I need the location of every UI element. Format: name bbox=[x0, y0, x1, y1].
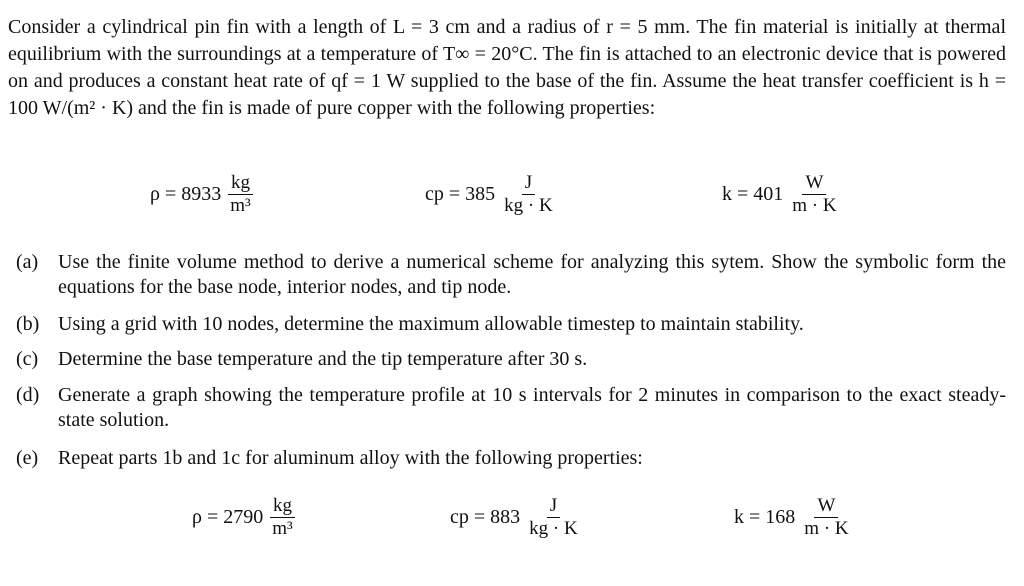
unit-numerator: W bbox=[802, 172, 826, 195]
copper-k-label: k = 401 bbox=[722, 183, 784, 205]
aluminum-cp-unit bbox=[526, 495, 581, 540]
copper-specific-heat bbox=[425, 172, 556, 217]
aluminum-density-unit bbox=[269, 495, 295, 540]
copper-density-unit bbox=[227, 172, 253, 217]
copper-conductivity bbox=[722, 172, 840, 217]
part-text: Repeat parts 1b and 1c for aluminum alloy with the following properties: bbox=[58, 447, 643, 469]
part-e bbox=[16, 446, 1006, 471]
copper-cp-label: cp = 385 bbox=[425, 183, 496, 205]
unit-denominator: m · K bbox=[792, 195, 837, 216]
unit-numerator: W bbox=[814, 495, 838, 518]
copper-k-unit bbox=[789, 172, 839, 217]
unit-denominator: m³ bbox=[272, 518, 293, 539]
aluminum-specific-heat bbox=[450, 495, 581, 540]
unit-numerator: J bbox=[522, 172, 535, 195]
part-text: Use the finite volume method to derive a numerical scheme for analyzing this sytem. Show the symbolic form the equations for the base node, interior nodes, and tip node. bbox=[58, 251, 1006, 298]
unit-denominator: kg · K bbox=[529, 518, 578, 539]
aluminum-cp-label: cp = 883 bbox=[450, 506, 521, 528]
aluminum-density-label: ρ = 2790 bbox=[192, 506, 264, 528]
copper-density-label: ρ = 8933 bbox=[150, 183, 222, 205]
unit-denominator: m³ bbox=[230, 195, 251, 216]
part-text: Using a grid with 10 nodes, determine the maximum allowable timestep to maintain stability. bbox=[58, 313, 804, 335]
part-label: (e) bbox=[16, 447, 39, 469]
unit-numerator: kg bbox=[228, 172, 253, 195]
copper-cp-unit bbox=[501, 172, 556, 217]
unit-numerator: kg bbox=[270, 495, 295, 518]
part-label: (d) bbox=[16, 384, 40, 406]
part-label: (c) bbox=[16, 348, 39, 370]
aluminum-k-label: k = 168 bbox=[734, 506, 796, 528]
part-label: (b) bbox=[16, 313, 40, 335]
part-d bbox=[16, 383, 1006, 433]
part-c bbox=[16, 347, 1006, 372]
unit-denominator: m · K bbox=[804, 518, 849, 539]
copper-density bbox=[150, 172, 254, 217]
part-a bbox=[16, 250, 1006, 300]
part-b bbox=[16, 312, 1006, 337]
problem-intro: Consider a cylindrical pin fin with a length of L = 3 cm and a radius of r = 5 mm. The fin material is initially at thermal equilibrium with the surroundings at a temperature of T∞ = 20°C. The fin is attached to an electronic device that is powered on and produces a constant heat rate of qf = 1 W supplied to the base of the fin. Assume the heat transfer coefficient is h = 100 W/(m² · K) and the fin is made of pure copper with the following properties: bbox=[8, 16, 1006, 119]
unit-denominator: kg · K bbox=[504, 195, 553, 216]
aluminum-k-unit bbox=[801, 495, 851, 540]
part-text: Generate a graph showing the temperature profile at 10 s intervals for 2 minutes in comparison to the exact steady-state solution. bbox=[58, 384, 1006, 431]
part-text: Determine the base temperature and the tip temperature after 30 s. bbox=[58, 348, 588, 370]
aluminum-conductivity bbox=[734, 495, 852, 540]
aluminum-density bbox=[192, 495, 296, 540]
part-label: (a) bbox=[16, 251, 39, 273]
unit-numerator: J bbox=[547, 495, 560, 518]
